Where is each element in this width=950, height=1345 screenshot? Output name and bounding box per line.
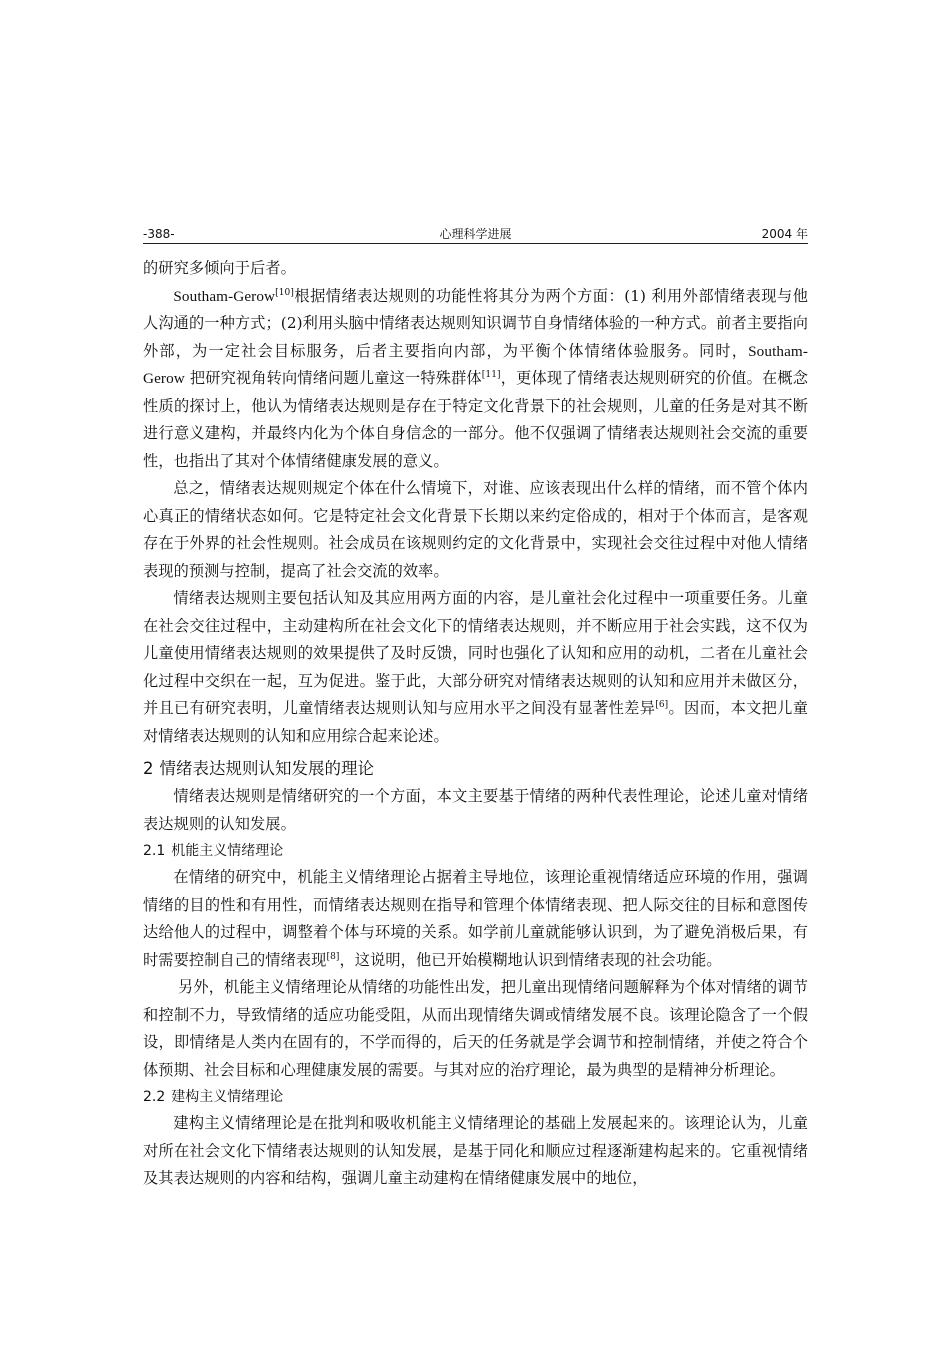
paragraph-continuation — [143, 255, 808, 283]
section-number: 2 — [143, 759, 154, 778]
header-rule — [143, 243, 808, 244]
paragraph-section-intro — [143, 783, 808, 838]
subsection-title: 建构主义情绪理论 — [171, 1089, 284, 1105]
paragraph-southam-gerow — [143, 283, 808, 476]
paragraph-text: 。因而，本文把儿童对情绪表达规则的认知和应用综合起来论述。 — [143, 699, 808, 745]
paragraph-text: 情绪表达规则是情绪研究的一个方面，本文主要基于情绪的两种代表性理论，论述儿童对情绪表达规则的认知发展。 — [143, 787, 808, 833]
article-body — [143, 255, 808, 1193]
subsection-heading — [143, 838, 808, 864]
subsection-heading — [143, 1084, 808, 1110]
subsection-number: 2.1 — [143, 843, 166, 859]
paragraph-text: 建构主义情绪理论是在批判和吸收机能主义情绪理论的基础上发展起来的。该理论认为，儿童对所在社会文化下情绪表达规则的认知发展，是基于同化和顺应过程逐渐建构起来的。它重视情绪及其表达规则的内容和结构，强调儿童主动建构在情绪健康发展中的地位， — [143, 1114, 808, 1187]
paragraph-text: 总之，情绪表达规则规定个体在什么情境下，对谁、应该表现出什么样的情绪，而不管个体内心真正的情绪状态如何。它是特定社会文化背景下长期以来约定俗成的，相对于个体而言，是客观存在于外界的社会性规则。社会成员在该规则约定的文化背景中，实现社会交往过程中对他人情绪表现的预测与控制，提高了社会交流的效率。 — [143, 479, 808, 580]
paragraph-cognition-application — [143, 585, 808, 750]
citation: [10] — [275, 287, 294, 298]
author-name: Southam-Gerow — [143, 342, 808, 387]
section-title: 情绪表达规则认知发展的理论 — [159, 759, 374, 778]
subsection-title: 机能主义情绪理论 — [171, 843, 284, 859]
paragraph-text: 根据情绪表达规则的功能性将其分为两个方面：(1) 利用外部情绪表现与他人沟通的一种方式；(2)利用头脑中情绪表达规则知识调节自身情绪体验的一种方式。前者主要指向外部，为一定社会目标服务，后者主要指向内部，为平衡个体情绪体验服务。同时， — [143, 286, 808, 360]
running-header — [143, 224, 808, 244]
citation: [8] — [326, 951, 340, 962]
journal-name: 心理科学进展 — [439, 227, 512, 241]
paragraph-text: ，这说明，他已开始模糊地认识到情绪表现的社会功能。 — [339, 950, 722, 969]
paragraph-text: 情绪表达规则主要包括认知及其应用两方面的内容，是儿童社会化过程中一项重要任务。儿童在社会交往过程中，主动建构所在社会文化下的情绪表达规则，并不断应用于社会实践，这不仅为儿童使用情绪表达规则的效果提供了及时反馈，同时也强化了认知和应用的动机，二者在儿童社会化过程中交织在一起，互为促进。鉴于此，大部分研究对情绪表达规则的认知和应用并未做区分，并且已有研究表明，儿童情绪表达规则认知与应用水平之间没有显著性差异 — [143, 589, 808, 717]
citation: [6] — [655, 700, 669, 710]
publication-year: 2004 年 — [761, 227, 808, 241]
paragraph-text: 另外，机能主义情绪理论从情绪的功能性出发，把儿童出现情绪问题解释为个体对情绪的调节和控制不力，导致情绪的适应功能受阻，从而出现情绪失调或情绪发展不良。该理论隐含了一个假设，即情绪是人类内在固有的，不学而得的，后天的任务就是学会调节和控制情绪，并使之符合个体预期、社会目标和心理健康发展的需要。与其对应的治疗理论，最为典型的是精神分析理论。 — [143, 978, 808, 1079]
paragraph-text: ，更体现了情绪表达规则研究的价值。在概念性质的探讨上，他认为情绪表达规则是存在于特定文化背景下的社会规则，儿童的任务是对其不断进行意义建构，并最终内化为个体自身信念的一部分。他不仅强调了情绪表达规则社会交流的重要性，也指出了其对个体情绪健康发展的意义。 — [143, 369, 808, 470]
section-heading — [143, 755, 808, 783]
paragraph-summary — [143, 475, 808, 585]
paragraph-functionalism-continued — [143, 974, 808, 1084]
paragraph-functionalism — [143, 864, 808, 974]
paragraph-text: 在情绪的研究中，机能主义情绪理论占据着主导地位，该理论重视情绪适应环境的作用，强调情绪的目的性和有用性，而情绪表达规则在指导和管理个体情绪表现、把人际交往的目标和意图传达给他人的过程中，调整着个体与环境的关系。如学前儿童就能够认识到，为了避免消极后果，有时需要控制自己的情绪表现 — [143, 868, 808, 969]
paragraph-text: 把研究视角转向情绪问题儿童这一特殊群体 — [184, 369, 482, 387]
page-number: -388- — [143, 227, 175, 241]
author-name: Southam-Gerow — [173, 287, 276, 305]
subsection-number: 2.2 — [143, 1089, 166, 1105]
paragraph-constructivism — [143, 1110, 808, 1193]
citation: [11] — [481, 370, 501, 380]
paragraph-text: 的研究多倾向于后者。 — [143, 259, 296, 277]
